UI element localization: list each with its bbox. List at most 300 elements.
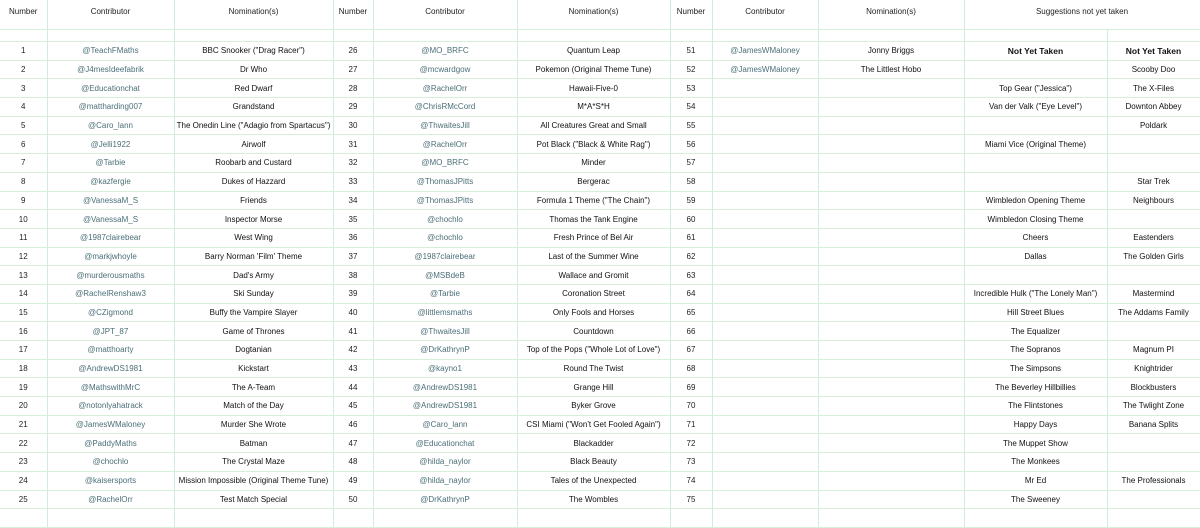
contributor-cell[interactable]: @1987clairebear [373,247,517,266]
suggestion-cell[interactable]: Eastenders [1107,228,1200,247]
nomination-cell[interactable]: Grange Hill [517,378,670,397]
nomination-cell[interactable]: Airwolf [174,135,333,154]
nomination-cell[interactable]: Bergerac [517,172,670,191]
nomination-cell[interactable] [818,415,964,434]
contributor-cell[interactable] [712,490,818,509]
contributor-cell[interactable]: @hilda_naylor [373,471,517,490]
contributor-cell[interactable] [712,98,818,117]
suggestion-cell[interactable]: Downton Abbey [1107,98,1200,117]
nomination-cell[interactable] [818,191,964,210]
suggestion-cell[interactable]: Wimbledon Closing Theme [964,210,1107,229]
empty-cell[interactable] [1107,509,1200,528]
number-cell[interactable]: 49 [333,471,373,490]
contributor-cell[interactable] [712,172,818,191]
number-cell[interactable]: 9 [0,191,47,210]
number-cell[interactable]: 37 [333,247,373,266]
nomination-cell[interactable]: Coronation Street [517,284,670,303]
number-cell[interactable]: 33 [333,172,373,191]
nomination-cell[interactable]: Pokemon (Original Theme Tune) [517,60,670,79]
contributor-cell[interactable]: @chochlo [47,453,174,472]
nomination-cell[interactable]: Minder [517,154,670,173]
nomination-cell[interactable]: Dad's Army [174,266,333,285]
number-cell[interactable]: 36 [333,228,373,247]
suggestion-cell[interactable] [1107,490,1200,509]
nomination-cell[interactable]: Test Match Special [174,490,333,509]
suggestion-cell[interactable]: The Muppet Show [964,434,1107,453]
number-cell[interactable]: 15 [0,303,47,322]
number-cell[interactable]: 47 [333,434,373,453]
number-cell[interactable]: 5 [0,116,47,135]
nomination-cell[interactable]: Match of the Day [174,397,333,416]
number-cell[interactable]: 22 [0,434,47,453]
contributor-cell[interactable] [712,434,818,453]
suggestion-cell[interactable]: The Simpsons [964,359,1107,378]
number-cell[interactable]: 25 [0,490,47,509]
nomination-cell[interactable]: Tales of the Unexpected [517,471,670,490]
nomination-cell[interactable] [818,266,964,285]
number-cell[interactable]: 55 [670,116,712,135]
suggestion-cell[interactable]: Miami Vice (Original Theme) [964,135,1107,154]
contributor-cell[interactable] [712,341,818,360]
header-cell[interactable]: Number [333,0,373,30]
nomination-cell[interactable] [818,247,964,266]
number-cell[interactable]: 42 [333,341,373,360]
number-cell[interactable]: 28 [333,79,373,98]
nomination-cell[interactable]: Barry Norman 'Film' Theme [174,247,333,266]
nomination-cell[interactable] [818,228,964,247]
suggestion-cell[interactable]: Wimbledon Opening Theme [964,191,1107,210]
suggestion-cell[interactable]: Scooby Doo [1107,60,1200,79]
header-cell[interactable]: Contributor [47,0,174,30]
suggestion-cell[interactable]: Poldark [1107,116,1200,135]
empty-cell[interactable] [517,30,670,42]
nomination-cell[interactable]: Fresh Prince of Bel Air [517,228,670,247]
number-cell[interactable]: 74 [670,471,712,490]
nomination-cell[interactable]: Quantum Leap [517,42,670,61]
nomination-cell[interactable] [818,79,964,98]
number-cell[interactable]: 43 [333,359,373,378]
nomination-cell[interactable] [818,397,964,416]
nomination-cell[interactable]: Batman [174,434,333,453]
contributor-cell[interactable] [712,415,818,434]
contributor-cell[interactable]: @RachelOrr [373,135,517,154]
number-cell[interactable]: 51 [670,42,712,61]
contributor-cell[interactable]: @MO_BRFC [373,42,517,61]
nomination-cell[interactable] [818,284,964,303]
contributor-cell[interactable]: @MathswithMrC [47,378,174,397]
contributor-cell[interactable]: @DrKathrynP [373,490,517,509]
suggestion-cell[interactable]: Mr Ed [964,471,1107,490]
suggestion-cell[interactable] [1107,434,1200,453]
number-cell[interactable]: 58 [670,172,712,191]
number-cell[interactable]: 45 [333,397,373,416]
number-cell[interactable]: 26 [333,42,373,61]
contributor-cell[interactable] [712,191,818,210]
contributor-cell[interactable]: @JamesWMaloney [47,415,174,434]
contributor-cell[interactable] [712,303,818,322]
suggestion-cell[interactable] [1107,322,1200,341]
number-cell[interactable]: 16 [0,322,47,341]
number-cell[interactable]: 46 [333,415,373,434]
nomination-cell[interactable]: M*A*S*H [517,98,670,117]
suggestion-cell[interactable]: The Beverley Hillbillies [964,378,1107,397]
contributor-cell[interactable]: @MO_BRFC [373,154,517,173]
empty-cell[interactable] [712,30,818,42]
contributor-cell[interactable]: @ChrisRMcCord [373,98,517,117]
number-cell[interactable]: 50 [333,490,373,509]
contributor-cell[interactable]: @DrKathrynP [373,341,517,360]
empty-cell[interactable] [818,509,964,528]
nomination-cell[interactable] [818,359,964,378]
contributor-cell[interactable]: @PaddyMaths [47,434,174,453]
number-cell[interactable]: 72 [670,434,712,453]
suggestion-cell[interactable]: Mastermind [1107,284,1200,303]
contributor-cell[interactable] [712,79,818,98]
suggestion-cell[interactable] [964,116,1107,135]
contributor-cell[interactable]: @JamesWMaloney [712,42,818,61]
empty-cell[interactable] [818,30,964,42]
suggestion-cell[interactable]: The Twlight Zone [1107,397,1200,416]
empty-cell[interactable] [174,30,333,42]
contributor-cell[interactable] [712,135,818,154]
contributor-cell[interactable]: @kaisersports [47,471,174,490]
nomination-cell[interactable]: Black Beauty [517,453,670,472]
nomination-cell[interactable]: Jonny Briggs [818,42,964,61]
suggestion-cell[interactable]: The Equalizer [964,322,1107,341]
contributor-cell[interactable]: @Caro_lann [373,415,517,434]
number-cell[interactable]: 7 [0,154,47,173]
number-cell[interactable]: 62 [670,247,712,266]
suggestion-cell[interactable]: Not Yet Taken [964,42,1107,61]
nomination-cell[interactable]: Only Fools and Horses [517,303,670,322]
empty-cell[interactable] [373,30,517,42]
number-cell[interactable]: 40 [333,303,373,322]
number-cell[interactable]: 8 [0,172,47,191]
nomination-cell[interactable]: Dr Who [174,60,333,79]
contributor-cell[interactable]: @chochlo [373,228,517,247]
number-cell[interactable]: 24 [0,471,47,490]
header-cell[interactable]: Contributor [712,0,818,30]
nomination-cell[interactable]: Dukes of Hazzard [174,172,333,191]
number-cell[interactable]: 20 [0,397,47,416]
number-cell[interactable]: 34 [333,191,373,210]
empty-cell[interactable] [1107,30,1200,42]
suggestion-cell[interactable]: Top Gear ("Jessica") [964,79,1107,98]
number-cell[interactable]: 10 [0,210,47,229]
nomination-cell[interactable]: The Wombles [517,490,670,509]
nomination-cell[interactable]: BBC Snooker ("Drag Racer") [174,42,333,61]
contributor-cell[interactable]: @Educationchat [373,434,517,453]
nomination-cell[interactable]: All Creatures Great and Small [517,116,670,135]
contributor-cell[interactable]: @mcwardgow [373,60,517,79]
number-cell[interactable]: 6 [0,135,47,154]
empty-cell[interactable] [0,509,47,528]
contributor-cell[interactable]: @ThomasJPitts [373,191,517,210]
number-cell[interactable]: 11 [0,228,47,247]
number-cell[interactable]: 68 [670,359,712,378]
suggestion-cell[interactable]: The Golden Girls [1107,247,1200,266]
number-cell[interactable]: 17 [0,341,47,360]
number-cell[interactable]: 23 [0,453,47,472]
suggestion-cell[interactable]: The Flintstones [964,397,1107,416]
contributor-cell[interactable]: @Educationchat [47,79,174,98]
number-cell[interactable]: 12 [0,247,47,266]
nomination-cell[interactable] [818,210,964,229]
contributor-cell[interactable]: @kayno1 [373,359,517,378]
number-cell[interactable]: 54 [670,98,712,117]
suggestion-cell[interactable]: Hill Street Blues [964,303,1107,322]
suggestion-cell[interactable] [964,266,1107,285]
number-cell[interactable]: 65 [670,303,712,322]
contributor-cell[interactable]: @CZigmond [47,303,174,322]
number-cell[interactable]: 53 [670,79,712,98]
number-cell[interactable]: 69 [670,378,712,397]
nomination-cell[interactable] [818,303,964,322]
number-cell[interactable]: 29 [333,98,373,117]
nomination-cell[interactable]: Wallace and Gromit [517,266,670,285]
contributor-cell[interactable] [712,266,818,285]
suggestion-cell[interactable]: Magnum PI [1107,341,1200,360]
number-cell[interactable]: 61 [670,228,712,247]
suggestion-cell[interactable]: Not Yet Taken [1107,42,1200,61]
nomination-cell[interactable]: The Littlest Hobo [818,60,964,79]
contributor-cell[interactable]: @Tarbie [373,284,517,303]
nomination-cell[interactable]: Pot Black ("Black & White Rag") [517,135,670,154]
suggestion-cell[interactable]: Neighbours [1107,191,1200,210]
contributor-cell[interactable] [712,322,818,341]
number-cell[interactable]: 30 [333,116,373,135]
contributor-cell[interactable]: @ThomasJPitts [373,172,517,191]
number-cell[interactable]: 66 [670,322,712,341]
nomination-cell[interactable] [818,490,964,509]
suggestion-cell[interactable]: Happy Days [964,415,1107,434]
suggestion-cell[interactable] [1107,154,1200,173]
contributor-cell[interactable] [712,228,818,247]
suggestion-cell[interactable] [964,172,1107,191]
contributor-cell[interactable] [712,471,818,490]
nomination-cell[interactable]: Grandstand [174,98,333,117]
nomination-cell[interactable]: Murder She Wrote [174,415,333,434]
number-cell[interactable]: 21 [0,415,47,434]
suggestion-cell[interactable]: Cheers [964,228,1107,247]
header-cell[interactable]: Nomination(s) [174,0,333,30]
header-cell[interactable]: Contributor [373,0,517,30]
nomination-cell[interactable] [818,98,964,117]
contributor-cell[interactable]: @1987clairebear [47,228,174,247]
number-cell[interactable]: 13 [0,266,47,285]
number-cell[interactable]: 31 [333,135,373,154]
empty-cell[interactable] [47,509,174,528]
header-cell[interactable]: Nomination(s) [818,0,964,30]
contributor-cell[interactable]: @JPT_87 [47,322,174,341]
contributor-cell[interactable]: @J4mesIdeefabrik [47,60,174,79]
nomination-cell[interactable] [818,322,964,341]
contributor-cell[interactable] [712,116,818,135]
contributor-cell[interactable] [712,154,818,173]
nomination-cell[interactable]: Countdown [517,322,670,341]
contributor-cell[interactable]: @AndrewDS1981 [47,359,174,378]
number-cell[interactable]: 19 [0,378,47,397]
nomination-cell[interactable]: Formula 1 Theme ("The Chain") [517,191,670,210]
nomination-cell[interactable]: Ski Sunday [174,284,333,303]
nomination-cell[interactable]: Kickstart [174,359,333,378]
suggestion-cell[interactable]: The Sopranos [964,341,1107,360]
header-cell[interactable]: Number [670,0,712,30]
nomination-cell[interactable]: CSI Miami ("Won't Get Fooled Again") [517,415,670,434]
suggestion-cell[interactable] [964,60,1107,79]
suggestion-cell[interactable] [1107,453,1200,472]
number-cell[interactable]: 67 [670,341,712,360]
empty-cell[interactable] [373,509,517,528]
number-cell[interactable]: 60 [670,210,712,229]
contributor-cell[interactable]: @Jelli1922 [47,135,174,154]
nomination-cell[interactable] [818,453,964,472]
suggestion-cell[interactable]: Blockbusters [1107,378,1200,397]
header-cell[interactable]: Number [0,0,47,30]
nomination-cell[interactable]: Inspector Morse [174,210,333,229]
number-cell[interactable]: 64 [670,284,712,303]
number-cell[interactable]: 3 [0,79,47,98]
nomination-cell[interactable]: The A-Team [174,378,333,397]
nomination-cell[interactable] [818,172,964,191]
suggestion-cell[interactable] [1107,210,1200,229]
nomination-cell[interactable]: Hawaii-Five-0 [517,79,670,98]
contributor-cell[interactable]: @VanessaM_S [47,210,174,229]
contributor-cell[interactable] [712,284,818,303]
empty-cell[interactable] [964,509,1107,528]
contributor-cell[interactable]: @notonlyahatrack [47,397,174,416]
suggestion-cell[interactable]: Van der Valk ("Eye Level") [964,98,1107,117]
nomination-cell[interactable]: Red Dwarf [174,79,333,98]
contributor-cell[interactable] [712,378,818,397]
number-cell[interactable]: 44 [333,378,373,397]
number-cell[interactable]: 27 [333,60,373,79]
nomination-cell[interactable] [818,116,964,135]
contributor-cell[interactable]: @Tarbie [47,154,174,173]
nomination-cell[interactable]: Buffy the Vampire Slayer [174,303,333,322]
empty-cell[interactable] [517,509,670,528]
header-cell[interactable]: Nomination(s) [517,0,670,30]
nomination-cell[interactable] [818,341,964,360]
suggestion-cell[interactable]: Dallas [964,247,1107,266]
nomination-cell[interactable]: Round The Twist [517,359,670,378]
empty-cell[interactable] [670,30,712,42]
nomination-cell[interactable]: West Wing [174,228,333,247]
number-cell[interactable]: 2 [0,60,47,79]
contributor-cell[interactable]: @ThwaitesJill [373,116,517,135]
suggestion-cell[interactable]: Knightrider [1107,359,1200,378]
nomination-cell[interactable]: Thomas the Tank Engine [517,210,670,229]
nomination-cell[interactable] [818,378,964,397]
nomination-cell[interactable]: Dogtanian [174,341,333,360]
contributor-cell[interactable]: @matthoarty [47,341,174,360]
contributor-cell[interactable] [712,359,818,378]
nomination-cell[interactable]: Game of Thrones [174,322,333,341]
contributor-cell[interactable]: @RachelOrr [47,490,174,509]
suggestion-cell[interactable]: The Monkees [964,453,1107,472]
number-cell[interactable]: 38 [333,266,373,285]
number-cell[interactable]: 48 [333,453,373,472]
suggestion-cell[interactable]: The Addams Family [1107,303,1200,322]
contributor-cell[interactable]: @JamesWMaloney [712,60,818,79]
suggestion-cell[interactable] [964,154,1107,173]
number-cell[interactable]: 57 [670,154,712,173]
suggestion-cell[interactable]: Incredible Hulk ("The Lonely Man") [964,284,1107,303]
contributor-cell[interactable]: @MSBdeB [373,266,517,285]
suggestion-cell[interactable]: Banana Splits [1107,415,1200,434]
contributor-cell[interactable]: @AndrewDS1981 [373,397,517,416]
empty-cell[interactable] [47,30,174,42]
contributor-cell[interactable]: @kazfergie [47,172,174,191]
nomination-cell[interactable] [818,471,964,490]
number-cell[interactable]: 1 [0,42,47,61]
contributor-cell[interactable] [712,210,818,229]
number-cell[interactable]: 52 [670,60,712,79]
contributor-cell[interactable]: @littlemsmaths [373,303,517,322]
nomination-cell[interactable]: Top of the Pops ("Whole Lot of Love") [517,341,670,360]
nomination-cell[interactable]: Roobarb and Custard [174,154,333,173]
number-cell[interactable]: 59 [670,191,712,210]
nomination-cell[interactable]: Friends [174,191,333,210]
contributor-cell[interactable]: @ThwaitesJill [373,322,517,341]
number-cell[interactable]: 73 [670,453,712,472]
number-cell[interactable]: 35 [333,210,373,229]
contributor-cell[interactable]: @AndrewDS1981 [373,378,517,397]
suggestion-cell[interactable]: The X-Files [1107,79,1200,98]
contributor-cell[interactable] [712,247,818,266]
nomination-cell[interactable]: Blackadder [517,434,670,453]
contributor-cell[interactable] [712,453,818,472]
number-cell[interactable]: 4 [0,98,47,117]
empty-cell[interactable] [0,30,47,42]
nomination-cell[interactable] [818,135,964,154]
nomination-cell[interactable] [818,434,964,453]
contributor-cell[interactable]: @hilda_naylor [373,453,517,472]
number-cell[interactable]: 75 [670,490,712,509]
number-cell[interactable]: 32 [333,154,373,173]
suggestion-cell[interactable] [1107,266,1200,285]
nomination-cell[interactable]: Byker Grove [517,397,670,416]
number-cell[interactable]: 63 [670,266,712,285]
contributor-cell[interactable]: @TeachFMaths [47,42,174,61]
suggestion-cell[interactable]: The Professionals [1107,471,1200,490]
nomination-cell[interactable]: Last of the Summer Wine [517,247,670,266]
contributor-cell[interactable]: @murderousmaths [47,266,174,285]
nomination-cell[interactable]: The Crystal Maze [174,453,333,472]
empty-cell[interactable] [174,509,333,528]
suggestion-cell[interactable] [1107,135,1200,154]
contributor-cell[interactable]: @VanessaM_S [47,191,174,210]
contributor-cell[interactable] [712,397,818,416]
suggestion-cell[interactable]: Star Trek [1107,172,1200,191]
number-cell[interactable]: 18 [0,359,47,378]
empty-cell[interactable] [333,30,373,42]
empty-cell[interactable] [964,30,1107,42]
number-cell[interactable]: 14 [0,284,47,303]
nomination-cell[interactable]: The Onedin Line ("Adagio from Spartacus") [174,116,333,135]
number-cell[interactable]: 70 [670,397,712,416]
suggestion-cell[interactable]: The Sweeney [964,490,1107,509]
contributor-cell[interactable]: @markjwhoyle [47,247,174,266]
contributor-cell[interactable]: @Caro_lann [47,116,174,135]
empty-cell[interactable] [670,509,712,528]
contributor-cell[interactable]: @RachelOrr [373,79,517,98]
empty-cell[interactable] [712,509,818,528]
contributor-cell[interactable]: @chochlo [373,210,517,229]
number-cell[interactable]: 41 [333,322,373,341]
contributor-cell[interactable]: @RachelRenshaw3 [47,284,174,303]
number-cell[interactable]: 39 [333,284,373,303]
